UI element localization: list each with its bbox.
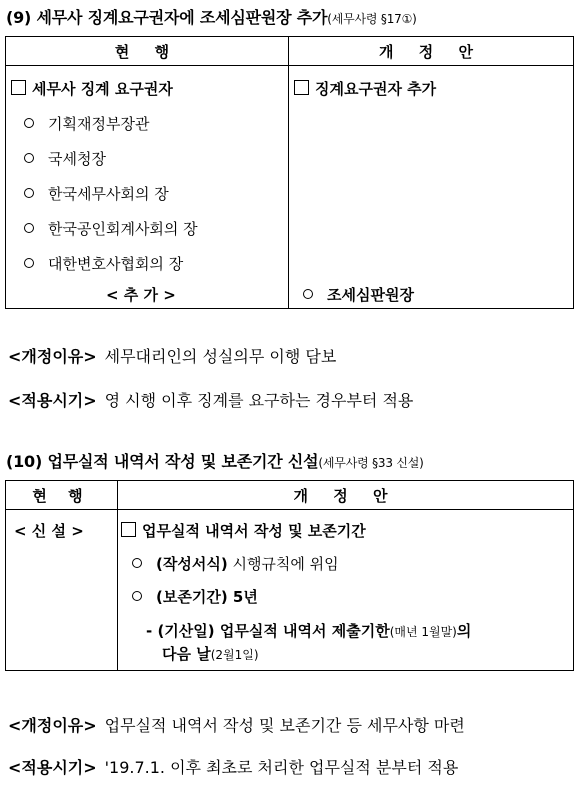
checkbox-square-icon bbox=[121, 522, 136, 537]
section-9-current-cell bbox=[6, 66, 289, 309]
section-9-revised-heading: 징계요구권자 추가 bbox=[294, 78, 436, 99]
section-9-reason: <개정이유> 세무대리인의 성실의무 이행 담보 bbox=[8, 347, 337, 366]
section-9-revised-cell bbox=[289, 66, 574, 309]
section-9-header-current: 현 행 bbox=[6, 37, 289, 66]
circle-bullet-icon bbox=[132, 591, 142, 601]
section-9-current-heading: 세무사 징계 요구권자 bbox=[11, 78, 173, 99]
circle-bullet-icon bbox=[24, 258, 34, 268]
circle-bullet-icon bbox=[24, 118, 34, 128]
section-10-reason: <개정이유> 업무실적 내역서 작성 및 보존기간 등 세무사항 마련 bbox=[8, 716, 465, 735]
list-item: 국세청장 bbox=[24, 148, 106, 169]
list-item: (작성서식) 시행규칙에 위임 bbox=[132, 553, 339, 574]
section-10-revised-heading: 업무실적 내역서 작성 및 보존기간 bbox=[121, 520, 366, 541]
section-9-timing: <적용시기> 영 시행 이후 징계를 요구하는 경우부터 적용 bbox=[8, 391, 414, 410]
section-10-revised-cell bbox=[118, 510, 574, 671]
section-10-current-cell bbox=[6, 510, 118, 671]
section-9-comparison-table bbox=[5, 36, 574, 309]
list-item: 기획재정부장관 bbox=[24, 113, 149, 134]
list-item: 대한변호사협회의 장 bbox=[24, 253, 183, 274]
section-10-title bbox=[6, 449, 424, 472]
sub-item-start-date: - (기산일) 업무실적 내역서 제출기한(매년 1월말)의 bbox=[146, 622, 472, 640]
checkbox-square-icon bbox=[11, 80, 26, 95]
section-9-revised-item: 조세심판원장 bbox=[303, 284, 414, 305]
circle-bullet-icon bbox=[303, 289, 313, 299]
section-9-ref: (세무사령 §17①) bbox=[327, 12, 417, 26]
section-9-title-text: (9) 세무사 징계요구권자에 조세심판원장 추가 bbox=[6, 8, 328, 27]
section-10-ref: (세무사령 §33 신설) bbox=[318, 456, 424, 470]
section-10-title-text: (10) 업무실적 내역서 작성 및 보존기간 신설 bbox=[6, 452, 319, 471]
list-item: 한국공인회계사회의 장 bbox=[24, 218, 198, 239]
section-9-add-marker: < 추 가 > bbox=[106, 286, 176, 304]
list-item: (보존기간) 5년 bbox=[132, 586, 258, 607]
section-9-header-revised: 개 정 안 bbox=[289, 37, 574, 66]
section-10-header-current: 현 행 bbox=[6, 481, 118, 510]
section-10-comparison-table bbox=[5, 480, 574, 671]
section-10-header-revised: 개 정 안 bbox=[118, 481, 574, 510]
circle-bullet-icon bbox=[132, 558, 142, 568]
checkbox-square-icon bbox=[294, 80, 309, 95]
list-item: 한국세무사회의 장 bbox=[24, 183, 169, 204]
sub-item-start-date-cont: 다음 날(2월1일) bbox=[162, 645, 259, 663]
section-9-title bbox=[6, 5, 417, 28]
section-10-new-marker: < 신 설 > bbox=[14, 522, 84, 540]
section-10-timing: <적용시기> '19.7.1. 이후 최초로 처리한 업무실적 분부터 적용 bbox=[8, 758, 459, 777]
circle-bullet-icon bbox=[24, 188, 34, 198]
circle-bullet-icon bbox=[24, 223, 34, 233]
circle-bullet-icon bbox=[24, 153, 34, 163]
